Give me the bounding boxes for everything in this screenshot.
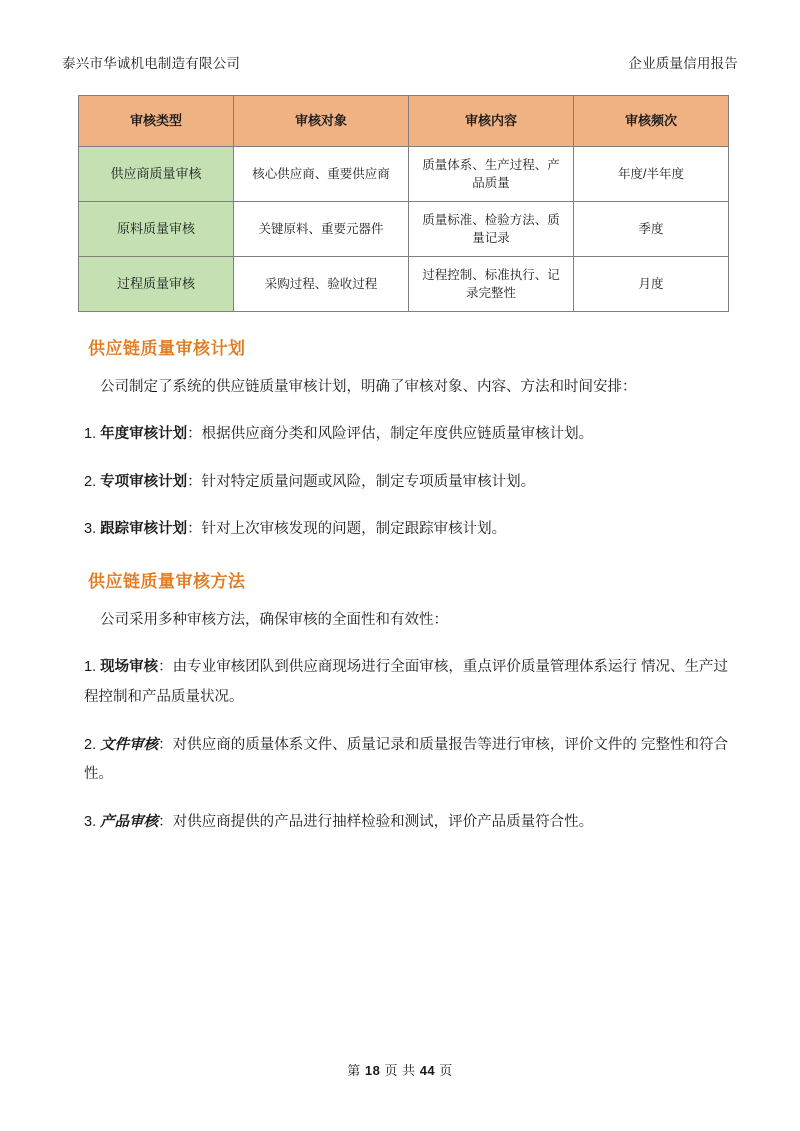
table-row	[79, 147, 729, 202]
cell-audit-frequency: 季度	[574, 202, 729, 257]
list-item	[84, 420, 728, 450]
cell-audit-type: 原料质量审核	[79, 202, 234, 257]
list-item-text: ：对供应商的质量体系文件、质量记录和质量报告等进行审核，评价文件的 完整性和符合性。	[84, 736, 729, 783]
list-item-number: 1.	[84, 659, 97, 676]
cell-audit-content: 过程控制、标准执行、记录完整性	[409, 257, 574, 312]
footer-middle: 页 共	[384, 1063, 416, 1078]
list-item-number: 1.	[84, 426, 97, 442]
list-item-text: ：根据供应商分类和风险评估，制定年度供应链质量审核计划。	[187, 426, 594, 442]
list-item-number: 3.	[84, 521, 97, 538]
header-doc-title: 企业质量信用报告	[628, 56, 738, 71]
list-item-label: 现场审核	[100, 659, 159, 676]
section-intro-plan: 公司制定了系统的供应链质量审核计划，明确了审核对象、内容、方法和时间安排：	[100, 379, 637, 395]
page-header	[62, 52, 738, 72]
column-header-audit-content: 审核内容	[409, 96, 574, 147]
list-item-text: ：对供应商提供的产品进行抽样检验和测试，评价产品质量符合性。	[158, 814, 594, 831]
list-item-number: 3.	[84, 814, 97, 831]
cell-audit-object: 核心供应商、重要供应商	[234, 147, 409, 202]
cell-audit-content: 质量体系、生产过程、产品质量	[409, 147, 574, 202]
list-item	[84, 808, 728, 838]
list-item-label: 文件审核	[100, 736, 159, 753]
audit-table	[78, 95, 729, 312]
section-heading-plan: 供应链质量审核计划	[88, 339, 246, 358]
list-item-text: ：针对上次审核发现的问题，制定跟踪审核计划。	[187, 521, 507, 538]
list-item-number: 2.	[84, 736, 97, 753]
column-header-audit-frequency: 审核频次	[574, 96, 729, 147]
list-item-label: 专项审核计划	[100, 473, 188, 490]
column-header-audit-object: 审核对象	[234, 96, 409, 147]
footer-suffix: 页	[439, 1063, 453, 1078]
list-item	[84, 515, 728, 545]
list-item-label: 年度审核计划	[100, 426, 188, 442]
list-item	[84, 653, 728, 712]
footer-prefix: 第	[347, 1063, 361, 1078]
list-item-number: 2.	[84, 473, 97, 490]
list-item-label: 跟踪审核计划	[100, 521, 188, 538]
cell-audit-type: 供应商质量审核	[79, 147, 234, 202]
cell-audit-frequency: 月度	[574, 257, 729, 312]
page-footer	[0, 1060, 800, 1079]
footer-total-pages: 44	[419, 1063, 436, 1078]
list-item	[84, 468, 728, 498]
list-item-text: ：针对特定质量问题或风险，制定专项质量审核计划。	[187, 473, 536, 490]
cell-audit-frequency: 年度/半年度	[574, 147, 729, 202]
table-header-row	[79, 96, 729, 147]
cell-audit-object: 关键原料、重要元器件	[234, 202, 409, 257]
header-company: 泰兴市华诚机电制造有限公司	[62, 56, 241, 71]
section-heading-method: 供应链质量审核方法	[88, 572, 246, 592]
cell-audit-type: 过程质量审核	[79, 257, 234, 312]
list-item-text: ：由专业审核团队到供应商现场进行全面审核，重点评价质量管理体系运行 情况、生产过程控制和产品质量状况。	[84, 659, 729, 705]
cell-audit-object: 采购过程、验收过程	[234, 257, 409, 312]
table-row	[79, 257, 729, 312]
page-content	[78, 95, 728, 838]
table-row	[79, 202, 729, 257]
section-intro-method: 公司采用多种审核方法，确保审核的全面性和有效性：	[100, 612, 448, 629]
cell-audit-content: 质量标准、检验方法、质量记录	[409, 202, 574, 257]
list-item-label: 产品审核	[100, 814, 159, 831]
column-header-audit-type: 审核类型	[79, 96, 234, 147]
list-item	[84, 731, 728, 790]
footer-page-number: 18	[364, 1063, 381, 1078]
